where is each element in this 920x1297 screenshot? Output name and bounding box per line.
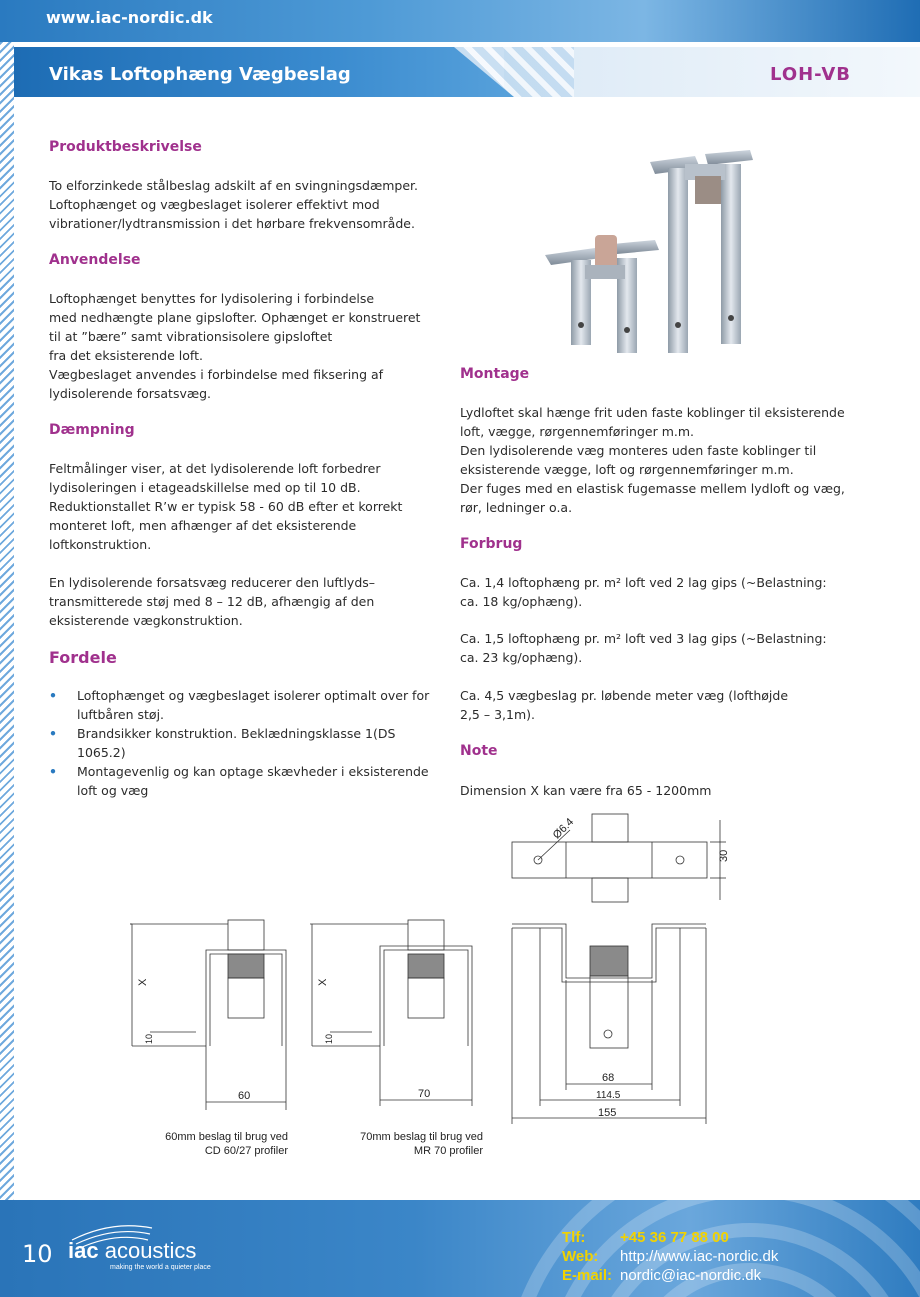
diameter-label: Ø6.4 bbox=[550, 816, 577, 842]
phone-number[interactable]: +45 36 77 88 00 bbox=[620, 1229, 729, 1246]
site-url[interactable]: www.iac-nordic.dk bbox=[46, 8, 213, 27]
heading-produktbeskrivelse: Produktbeskrivelse bbox=[49, 139, 202, 155]
heading-daempning: Dæmpning bbox=[49, 422, 135, 438]
bullet-icon: • bbox=[49, 764, 57, 779]
dim-30-label: 30 bbox=[718, 849, 730, 862]
dim-x2-label: X bbox=[317, 978, 329, 986]
paragraph-daempning: Feltmålinger viser, at det lydisolerende loft forbedrer lydisoleringen i etageadskillelse med op til 10 dB. Reduktionstallet R’w er typisk 58 - 60 dB efter et korrekt monteret loft, men afhænger af det eksisterende loftkonstruktion. bbox=[49, 461, 403, 552]
brand-tagline: making the world a quieter place bbox=[110, 1264, 211, 1271]
product-photo bbox=[535, 140, 825, 365]
paragraph-note: Dimension X kan være fra 65 - 1200mm bbox=[460, 783, 712, 798]
brand-name: iac acoustics bbox=[68, 1238, 197, 1263]
paragraph-anvendelse: Loftophænget benyttes for lydisolering i forbindelse med nedhængte plane gipslofter. Ophænget er konstrueret til at ”bære” samt vibrationsisolere gipsloftet fra det eksisterende loft. Vægbeslaget anvendes i forbindelse med fiksering af lydisolerende forsatsvæg. bbox=[49, 291, 421, 401]
technical-drawing bbox=[120, 800, 740, 1180]
list-item: • Brandsikker konstruktion. Beklædningsklasse 1(DS 1065.2) bbox=[49, 726, 396, 760]
bullet-icon: • bbox=[49, 688, 57, 703]
dim-10b-label: 10 bbox=[324, 1033, 334, 1044]
heading-anvendelse: Anvendelse bbox=[49, 252, 141, 268]
paragraph-forbrug-3: Ca. 4,5 vægbeslag pr. løbende meter væg (lofthøjde 2,5 – 3,1m). bbox=[460, 688, 789, 722]
web-label: Web: bbox=[562, 1248, 599, 1265]
heading-fordele: Fordele bbox=[49, 648, 117, 667]
list-item: • Loftophænget og vægbeslaget isolerer optimalt over for luftbåren støj. bbox=[49, 688, 430, 722]
dim-68-label: 68 bbox=[602, 1072, 615, 1084]
phone-label: Tlf: bbox=[562, 1229, 586, 1246]
page-title: Vikas Loftophæng Vægbeslag bbox=[49, 64, 351, 85]
dim-60-label: 60 bbox=[238, 1090, 251, 1102]
caption-60mm: 60mm beslag til brug ved CD 60/27 profiler bbox=[165, 1131, 288, 1157]
heading-forbrug: Forbrug bbox=[460, 536, 523, 552]
dim-155-label: 155 bbox=[598, 1107, 617, 1119]
paragraph-forbrug-1: Ca. 1,4 loftophæng pr. m² loft ved 2 lag gips (~Belastning: ca. 18 kg/ophæng). bbox=[460, 575, 827, 609]
dim-10-label: 10 bbox=[144, 1033, 154, 1044]
page-number: 10 bbox=[22, 1240, 53, 1268]
email-link[interactable]: nordic@iac-nordic.dk bbox=[620, 1267, 762, 1284]
dim-70-label: 70 bbox=[418, 1088, 431, 1100]
paragraph-produktbeskrivelse: To elforzinkede stålbeslag adskilt af en svingningsdæmper. Loftophænget og vægbeslaget isolerer effektivt mod vibrationer/lydtransmission i det hørbare frekvensområde. bbox=[49, 178, 419, 231]
hatched-margin bbox=[0, 0, 14, 1200]
dim-x-label: X bbox=[137, 978, 149, 986]
heading-montage: Montage bbox=[460, 366, 530, 382]
bullet-icon: • bbox=[49, 726, 57, 741]
list-item: • Montagevenlig og kan optage skævheder i eksisterende loft og væg bbox=[49, 764, 429, 798]
dim-1145-label: 114.5 bbox=[596, 1090, 621, 1101]
paragraph-forbrug-2: Ca. 1,5 loftophæng pr. m² loft ved 3 lag gips (~Belastning: ca. 23 kg/ophæng). bbox=[460, 631, 827, 665]
product-code: LOH-VB bbox=[769, 64, 851, 85]
web-link[interactable]: http://www.iac-nordic.dk bbox=[620, 1248, 779, 1265]
heading-note: Note bbox=[460, 743, 498, 759]
paragraph-forsatsvaeg: En lydisolerende forsatsvæg reducerer den luftlyds– transmitterede støj med 8 – 12 dB, afhængig af den eksisterende vægkonstruktion. bbox=[49, 575, 376, 628]
paragraph-montage: Lydloftet skal hænge frit uden faste koblinger til eksisterende loft, vægge, rørgennemføringer m.m. Den lydisolerende væg monteres uden faste koblinger til eksisterende vægge, loft og rørgennemføringer m.m. Der fuges med en elastisk fugemasse mellem lydloft og væg, rør, ledninger o.a. bbox=[460, 405, 845, 515]
email-label: E-mail: bbox=[562, 1267, 613, 1284]
top-view-plate bbox=[512, 842, 707, 878]
caption-70mm: 70mm beslag til brug ved MR 70 profiler bbox=[360, 1131, 483, 1157]
